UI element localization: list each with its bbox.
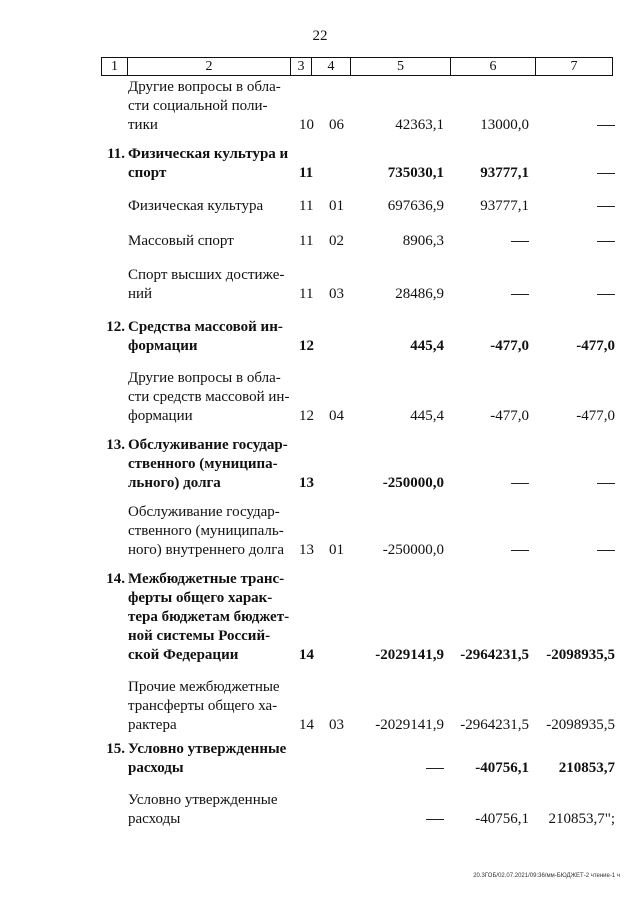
cell-col5 [426,810,444,829]
row-name [128,791,291,829]
cell-col5: 28486,9 [395,286,444,302]
table-row-section [0,318,640,358]
cell-col6 [511,474,529,493]
name-line: тера бюджетам бюджет- [128,609,290,625]
cell-col6 [511,232,529,251]
name-line: тики [128,117,158,133]
cell-col6: 93777,1 [480,165,529,181]
name-line: ний [128,286,153,302]
name-line: Обслуживание государ- [128,437,288,453]
cell-col6: -2964231,5 [460,717,529,733]
cell-section: 11 [299,165,314,181]
cell-col7: 210853,7 [558,760,615,776]
cell-col7 [597,197,615,216]
cell-col5: -250000,0 [382,542,444,558]
header-col-6: 6 [489,59,497,74]
name-line: ственного (муниципа- [128,456,278,472]
header-col-1: 1 [111,59,118,74]
cell-col7: -2098935,5 [546,647,615,663]
name-line: Средства массовой ин- [128,319,283,335]
table-row [0,369,640,429]
cell-col6: -40756,1 [475,811,529,827]
cell-col7: -477,0 [576,408,615,424]
name-line: формации [128,408,193,424]
table-row [0,78,640,138]
name-line: льного) долга [128,475,221,491]
name-line: Прочие межбюджетные [128,679,280,695]
cell-col7 [597,232,615,251]
header-col-3: 3 [297,59,305,74]
cell-subsection: 06 [329,117,344,133]
name-line: ной системы Россий- [128,628,271,644]
section-number: 15. [106,741,125,757]
cell-col6: 93777,1 [480,198,529,214]
header-col-5: 5 [397,59,404,74]
table-row-section [0,436,640,496]
table-row [0,197,640,217]
row-name [128,145,291,183]
cell-col5: 735030,1 [387,165,444,181]
cell-section: 11 [299,233,314,249]
section-number: 12. [106,319,125,335]
cell-col7 [597,164,615,183]
cell-col7 [597,474,615,493]
name-line: ственного (муниципаль- [128,523,284,539]
table-row [0,266,640,306]
cell-section: 13 [299,542,314,558]
row-name [128,369,291,426]
table-row-section [0,570,640,667]
name-line: спорт [128,165,167,181]
cell-section: 10 [299,117,314,133]
table-row [0,503,640,563]
cell-col6: 13000,0 [480,117,529,133]
name-line: формации [128,338,198,354]
name-line: Условно утвержденные [128,741,287,757]
section-number: 14. [106,571,125,587]
name-line: сти средств массовой ин- [128,389,290,405]
table-header [101,57,613,76]
name-line: Другие вопросы в обла- [128,79,281,95]
row-name [128,436,291,493]
name-line: Физическая культура и [128,146,289,162]
cell-col6: -40756,1 [475,760,529,776]
cell-section: 13 [299,475,314,491]
row-name [128,570,291,665]
name-line: трансферты общего ха- [128,698,278,714]
name-line: ферты общего харак- [128,590,273,606]
cell-section: 14 [299,717,314,733]
name-line: Массовый спорт [128,233,234,249]
cell-col7 [597,116,615,135]
cell-section: 11 [299,286,314,302]
cell-col5: 445,4 [410,408,444,424]
cell-subsection: 03 [329,717,344,733]
section-number: 11. [107,146,125,162]
cell-col7: 210853,7"; [548,811,615,827]
table-row-section [0,740,640,780]
cell-subsection: 04 [329,408,344,424]
cell-col5: 42363,1 [395,117,444,133]
cell-col5: -2029141,9 [375,717,444,733]
header-col-2: 2 [205,59,213,74]
row-name [128,678,291,735]
cell-subsection: 02 [329,233,344,249]
cell-col5 [426,759,444,778]
cell-section: 14 [299,647,314,663]
section-number: 13. [106,437,125,453]
header-col-4: 4 [327,59,335,74]
name-line: Физическая культура [128,198,264,214]
cell-subsection: 01 [329,198,344,214]
header-col-7: 7 [570,59,578,74]
name-line: Условно утвержденные [128,792,278,808]
name-line: ской Федерации [128,647,239,663]
cell-col7 [597,541,615,560]
cell-col6: -2964231,5 [460,647,529,663]
name-line: Межбюджетные транс- [128,571,285,587]
row-name [128,78,291,135]
cell-section: 11 [299,198,314,214]
name-line: сти социальной поли- [128,98,268,114]
table-row [0,232,640,252]
document-footer: 20.3ГОБ/02.07.2021/09:36/мм-БЮДЖЕТ-2 чтение-1 ч [473,873,620,879]
cell-col6 [511,541,529,560]
name-line: Другие вопросы в обла- [128,370,281,386]
cell-col7 [597,285,615,304]
cell-subsection: 03 [329,286,344,302]
cell-col5: -250000,0 [382,475,444,491]
cell-col5: 8906,3 [402,233,444,249]
cell-col5: 697636,9 [387,198,444,214]
cell-col5: 445,4 [410,338,444,354]
row-name [128,318,291,356]
cell-col7: -477,0 [576,338,615,354]
page-number: 22 [312,28,328,44]
cell-subsection: 01 [329,542,344,558]
cell-col6: -477,0 [490,338,529,354]
name-line: расходы [128,811,181,827]
cell-col6: -477,0 [490,408,529,424]
row-name [128,740,291,778]
cell-col5: -2029141,9 [375,647,444,663]
name-line: ного) внутреннего долга [128,542,285,558]
name-line: Спорт высших достиже- [128,267,285,283]
name-line: Обслуживание государ- [128,504,280,520]
row-name [128,197,291,216]
table-row [0,678,640,738]
cell-section: 12 [299,408,314,424]
row-name [128,232,291,251]
cell-section: 12 [299,338,314,354]
table-row [0,791,640,831]
name-line: расходы [128,760,184,776]
row-name [128,503,291,560]
cell-col7: -2098935,5 [546,717,615,733]
name-line: рактера [128,717,177,733]
row-name [128,266,291,304]
cell-col6 [511,285,529,304]
table-row-section [0,145,640,185]
